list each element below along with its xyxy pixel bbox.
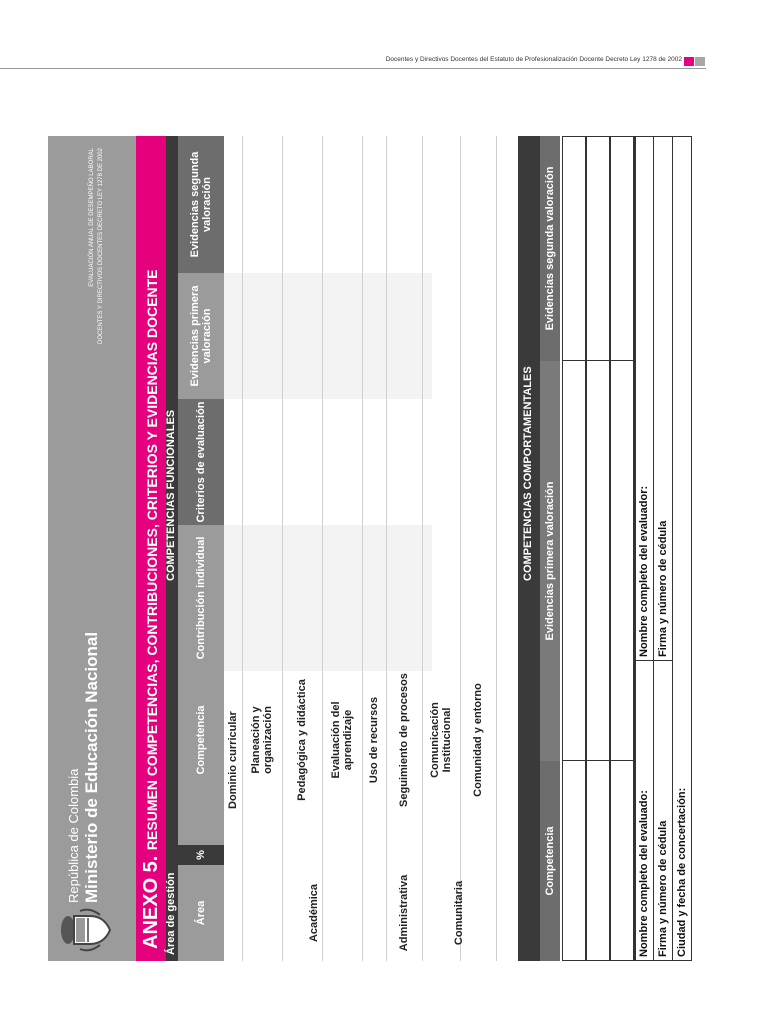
competencia-cell: Seguimiento de procesos xyxy=(398,673,410,807)
annex-title-text: RESUMEN COMPETENCIAS, CONTRIBUCIONES, CRITERIOS Y EVIDENCIAS DOCENTE xyxy=(144,269,160,851)
top-rule xyxy=(0,68,706,69)
table-row xyxy=(242,136,283,961)
republic-label: República de Colombia xyxy=(66,768,81,903)
competencia-cell: Evaluación del aprendizaje xyxy=(330,701,354,779)
table-row xyxy=(322,136,363,961)
ciudad-fecha-field: Ciudad y fecha de concertación: xyxy=(676,787,688,957)
col-evidencias2: Evidencias segunda valoración xyxy=(178,136,224,273)
ministry-label: Ministerio de Educación Nacional xyxy=(82,631,101,903)
behavioral-col-ev1: Evidencias primera valoración xyxy=(540,361,560,761)
col-competencia: Competencia xyxy=(178,671,224,809)
rotated-form xyxy=(48,136,710,961)
header-right-line2: DOCENTES Y DIRECTIVOS DOCENTES DECRETO LEY 1278 DE 2002 xyxy=(98,148,104,344)
evaluado-id-field: Firma y número de cédula xyxy=(656,820,669,957)
group-row xyxy=(224,136,243,961)
top-caption: Docentes y Directivos Docentes del Estatuto de Profesionalización Docente Decreto Ley 1278 de 2002 xyxy=(385,56,682,63)
competencia-cell: Comunicación Institucional xyxy=(429,702,453,778)
group-label: Dominio curricular xyxy=(227,711,239,809)
competencia-cell: Comunidad y entorno xyxy=(472,683,484,797)
behavioral-col-ev2: Evidencias segunda valoración xyxy=(540,136,560,361)
area-administrativa: Administrativa xyxy=(398,874,410,952)
coat-of-arms-icon xyxy=(58,907,112,953)
table-row xyxy=(282,136,323,961)
behavioral-row xyxy=(610,136,634,961)
behavioral-divider xyxy=(562,760,634,761)
annex-title xyxy=(140,270,163,949)
pink-square xyxy=(684,57,694,66)
table-row xyxy=(460,136,497,961)
title-bar xyxy=(136,136,166,961)
evaluado-name-field: Nombre completo del evaluado: xyxy=(637,790,650,957)
competencia-cell: Uso de recursos xyxy=(368,696,380,784)
competencia-cell: Planeación y organización xyxy=(250,706,274,774)
behavioral-section-label: COMPETENCIAS COMPORTAMENTALES xyxy=(522,366,534,581)
annex-number: ANEXO 5. xyxy=(140,855,162,949)
behavioral-col-competencia: Competencia xyxy=(540,761,560,961)
behavioral-strip xyxy=(518,136,540,961)
area-comunitaria: Comunitaria xyxy=(453,880,465,946)
area-academica: Académica xyxy=(308,883,320,943)
header-right-line1: EVALUACIÓN ANUAL DE DESEMPEÑO LABORAL xyxy=(89,148,95,287)
grey-square xyxy=(695,57,705,66)
table-row xyxy=(422,136,461,961)
functional-section-label: COMPETENCIAS FUNCIONALES xyxy=(165,409,177,581)
col-competencia-spacer xyxy=(178,809,224,845)
behavioral-row xyxy=(562,136,586,961)
col-percent: % xyxy=(178,845,224,865)
header-band xyxy=(48,136,136,961)
evaluador-id-field: Firma y número de cédula xyxy=(656,520,669,657)
col-evidencias1: Evidencias primera valoración xyxy=(178,273,224,399)
col-contribucion: Contribución individual xyxy=(178,525,224,671)
behavioral-row xyxy=(586,136,610,961)
col-criterios: Criterios de evaluación xyxy=(178,399,224,525)
section-strip xyxy=(166,136,178,961)
header-right-caption xyxy=(88,148,106,344)
evaluador-name-field: Nombre completo del evaluador: xyxy=(637,485,650,657)
table-row xyxy=(386,136,423,961)
col-area: Área xyxy=(178,865,224,961)
behavioral-divider xyxy=(562,360,634,361)
area-gestion-label: Área de gestión xyxy=(165,872,177,955)
table-row xyxy=(362,136,387,961)
competencia-cell: Pedagógica y didáctica xyxy=(296,679,308,801)
